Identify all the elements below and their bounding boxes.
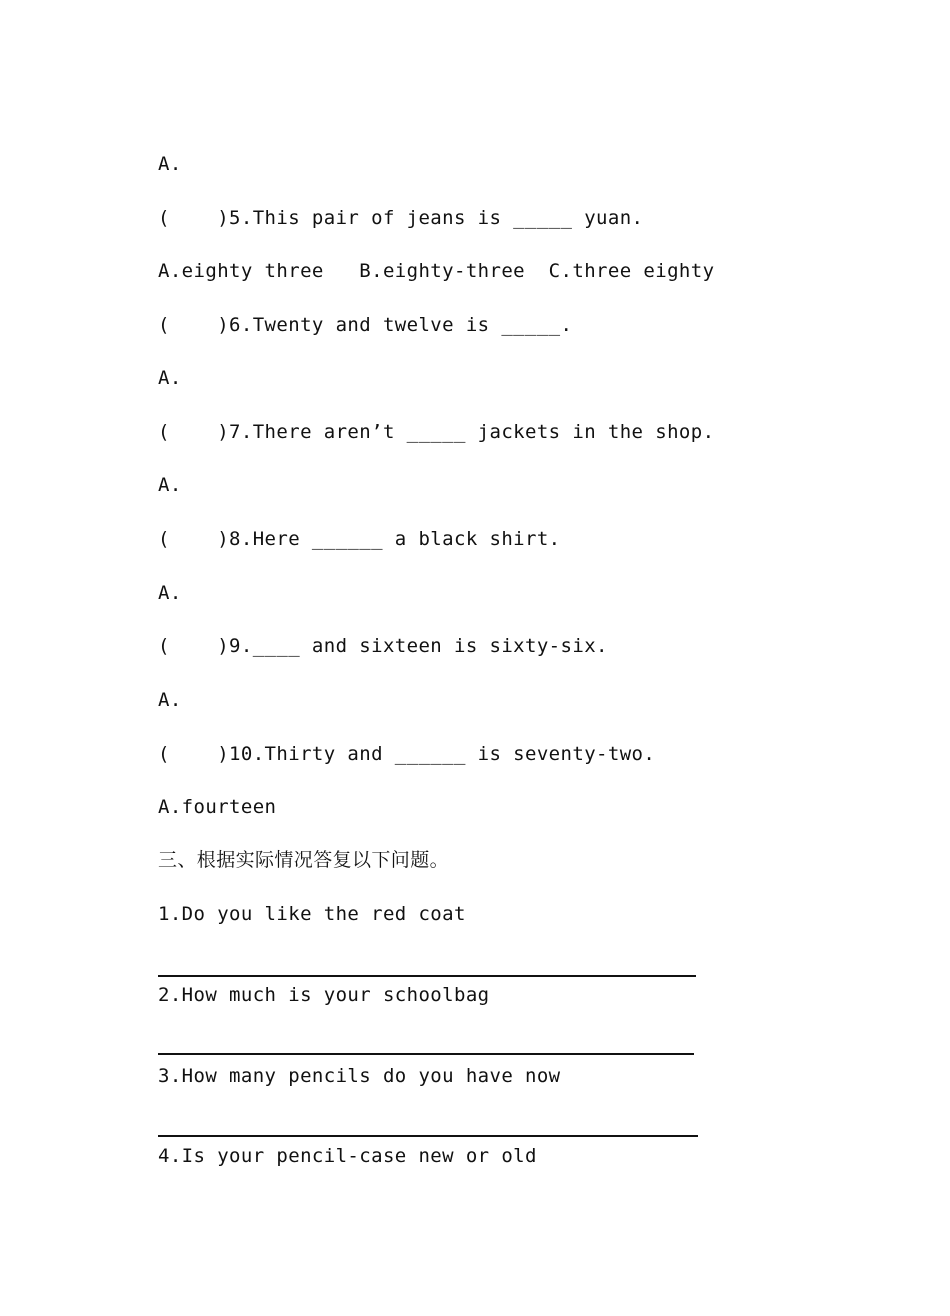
question-8: ( )8.Here ______ a black shirt. — [158, 528, 561, 550]
question-7: ( )7.There aren’t _____ jackets in the shop. — [158, 421, 715, 443]
section-3-heading: 三、根据实际情况答复以下问题。 — [158, 849, 450, 871]
q7-option-a: A. — [158, 474, 182, 496]
open-question-4: 4.Is your pencil-case new or old — [158, 1145, 537, 1167]
answer-line-2 — [158, 1053, 694, 1055]
q10-option-a: A.fourteen — [158, 796, 277, 818]
question-10: ( )10.Thirty and ______ is seventy-two. — [158, 743, 656, 765]
q4-option-a: A. — [158, 153, 182, 175]
q6-option-a: A. — [158, 367, 182, 389]
open-question-1: 1.Do you like the red coat — [158, 903, 466, 925]
open-question-3: 3.How many pencils do you have now — [158, 1065, 561, 1087]
q5-options: A.eighty three B.eighty-three C.three eighty — [158, 260, 715, 282]
q9-option-a: A. — [158, 689, 182, 711]
question-9: ( )9.____ and sixteen is sixty-six. — [158, 635, 608, 657]
answer-line-3 — [158, 1135, 698, 1137]
question-5: ( )5.This pair of jeans is _____ yuan. — [158, 207, 644, 229]
question-6: ( )6.Twenty and twelve is _____. — [158, 314, 573, 336]
q8-option-a: A. — [158, 582, 182, 604]
open-question-2: 2.How much is your schoolbag — [158, 984, 490, 1006]
answer-line-1 — [158, 975, 696, 977]
